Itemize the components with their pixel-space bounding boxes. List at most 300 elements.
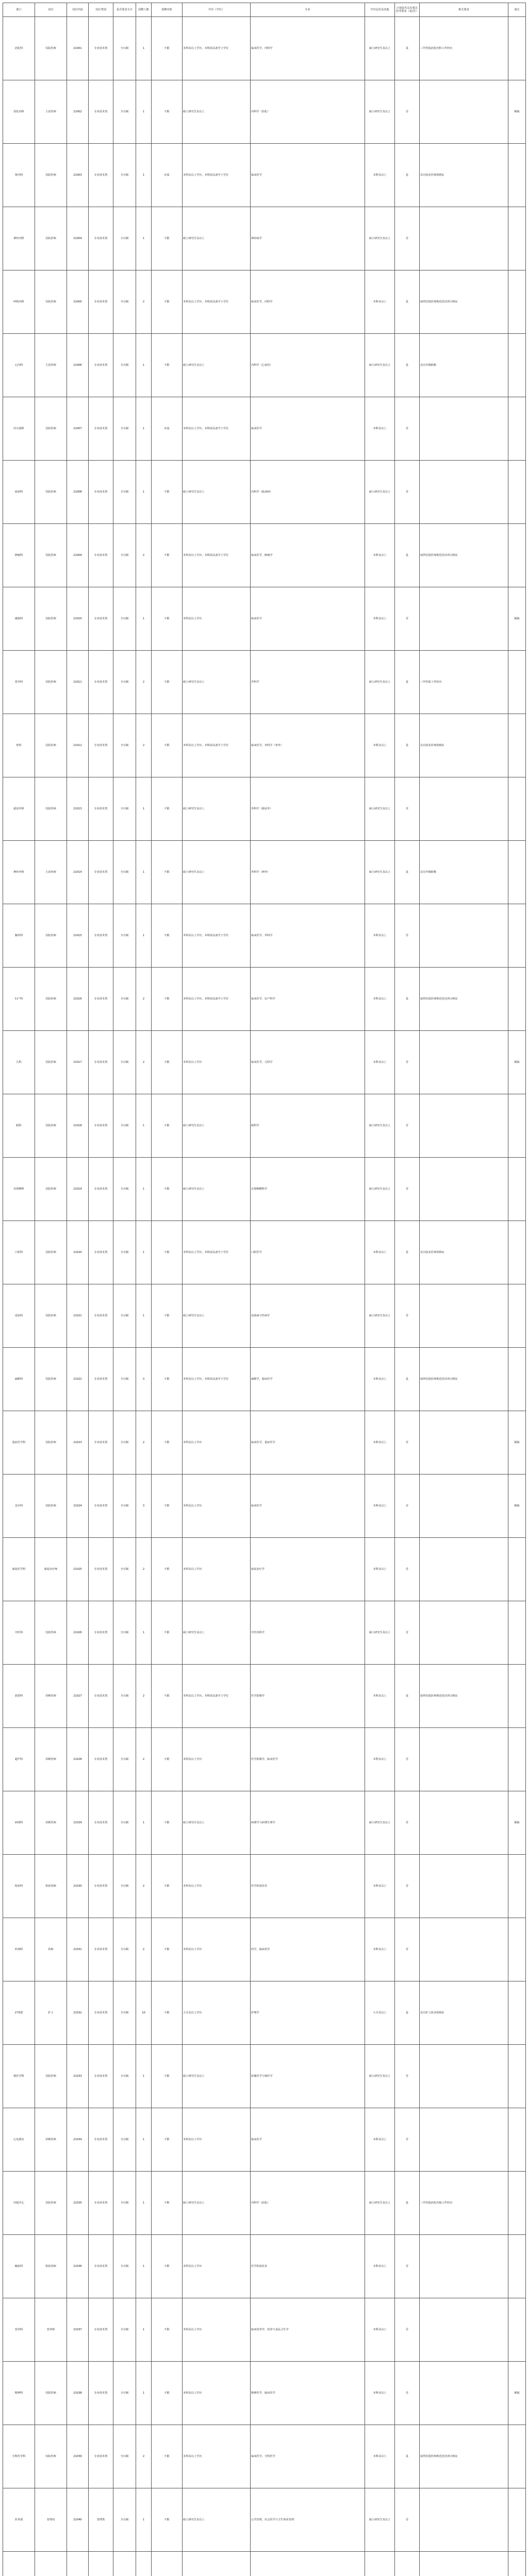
table-cell: 专业技术类 <box>89 1665 113 1728</box>
table-cell: 全日制 <box>113 2362 136 2425</box>
table-cell: 本科及以上学历 <box>183 2298 251 2362</box>
table-cell: 21007 <box>67 397 89 461</box>
table-cell: 本科及以上学历 <box>183 1918 251 1981</box>
table-cell: 2 <box>136 1665 152 1728</box>
table-cell: 10 <box>136 1981 152 2045</box>
table-cell: 21001 <box>67 17 89 80</box>
table-cell: 眼科学 <box>251 1094 365 1158</box>
table-cell: 护士 <box>35 1981 67 2045</box>
table-cell: 不限 <box>152 524 183 587</box>
table-cell: 1 <box>136 904 152 968</box>
table-cell: 本科及以上学历，本科需具备学士学位 <box>183 524 251 587</box>
table-cell: 不限 <box>152 1284 183 1348</box>
table-row <box>3 1031 526 1094</box>
table-cell: 具有执业医师资格证 <box>420 144 508 207</box>
table-cell: 硕士研究生及以上 <box>183 777 251 841</box>
table-cell: 紧缺 <box>508 80 526 144</box>
table-cell: 临床医学，内科学 <box>251 17 365 80</box>
table-cell: 专业技术类 <box>89 1031 113 1094</box>
table-cell: 本科及以上学历，本科需具备学士学位 <box>183 714 251 777</box>
table-cell: 1 <box>136 841 152 904</box>
table-cell: 硕士研究生及以上 <box>365 841 395 904</box>
table-cell: 本科及以上 <box>365 714 395 777</box>
table-cell <box>3 2552 35 2576</box>
table-cell: 三甲医院消化内科工作经历 <box>420 17 508 80</box>
table-cell: 全日制 <box>113 651 136 714</box>
table-cell: 专业技术类 <box>89 904 113 968</box>
column-header: 学历（学位） <box>183 3 251 17</box>
table-cell: 2 <box>136 1411 152 1475</box>
table-cell: 检验科 <box>3 1855 35 1918</box>
table-cell: 全日制 <box>113 334 136 397</box>
table-cell: 全科医学科 <box>3 2425 35 2488</box>
table-cell: 不限 <box>152 2425 183 2488</box>
table-cell: 诊断医师 <box>35 2108 67 2172</box>
table-cell <box>508 2108 526 2172</box>
table-row <box>3 2235 526 2298</box>
table-cell: 心内科 <box>3 334 35 397</box>
table-cell <box>508 1855 526 1918</box>
table-cell: 不限 <box>152 1981 183 2045</box>
table-cell: 专业技术类 <box>89 777 113 841</box>
column-header: 学历层次及其他 <box>365 3 395 17</box>
table-cell: 硕士研究生及以上 <box>365 1601 395 1665</box>
table-cell: 全日制 <box>113 1284 136 1348</box>
table-cell: 住院医师 <box>35 1601 67 1665</box>
table-cell: 本科及以上学历 <box>183 587 251 651</box>
table-row <box>3 1538 526 1601</box>
table-cell: 否 <box>395 1158 420 1221</box>
table-cell: 硕士研究生及以上 <box>365 777 395 841</box>
table-cell: 本科及以上 <box>365 968 395 1031</box>
table-cell: 不限 <box>152 2045 183 2108</box>
table-cell: 全日制 <box>113 2172 136 2235</box>
table-cell <box>508 334 526 397</box>
table-cell: 全日制 <box>113 144 136 207</box>
table-cell: 硕士研究生及以上 <box>183 80 251 144</box>
column-header: 招聘对象 <box>152 3 183 17</box>
table-cell: 硕士研究生及以上 <box>183 1284 251 1348</box>
table-row <box>3 461 526 524</box>
table-cell: 全日制 <box>113 904 136 968</box>
table-cell: 专业技术类 <box>89 1411 113 1475</box>
table-cell: 全日制 <box>113 2235 136 2298</box>
table-cell: 住院医师 <box>35 461 67 524</box>
table-cell: 全日制 <box>113 2108 136 2172</box>
table-cell <box>508 1728 526 1791</box>
table-cell: 口腔科 <box>3 1221 35 1284</box>
table-cell: 21020 <box>67 1221 89 1284</box>
table-cell: 21023 <box>67 1411 89 1475</box>
table-cell: 1 <box>136 2362 152 2425</box>
table-cell <box>420 1411 508 1475</box>
table-row <box>3 1158 526 1221</box>
table-cell: 本科及以上学历，本科需具备学士学位 <box>183 1665 251 1728</box>
table-row <box>3 1348 526 1411</box>
table-cell: 血液科 <box>3 461 35 524</box>
table-cell: 全日制 <box>113 1918 136 1981</box>
table-cell: 临床医学，妇产科学 <box>251 968 365 1031</box>
table-cell <box>420 461 508 524</box>
table-cell: 本科及以上 <box>365 524 395 587</box>
table-cell <box>420 587 508 651</box>
table-cell: 核医学科 <box>3 2045 35 2108</box>
table-cell: 具有执业医师资格证 <box>420 714 508 777</box>
column-header: 岗位类别 <box>89 3 113 17</box>
table-cell: 21004 <box>67 207 89 270</box>
table-cell: 本科及以上学历 <box>183 1855 251 1918</box>
table-cell <box>420 80 508 144</box>
table-cell: 专业技术类 <box>89 1094 113 1158</box>
table-cell: 硕士研究生及以上 <box>365 1094 395 1158</box>
table-cell: 21028 <box>67 1728 89 1791</box>
table-cell: 取得住院医师规范化培训合格证 <box>420 2425 508 2488</box>
table-cell: 21016 <box>67 968 89 1031</box>
table-cell <box>420 1538 508 1601</box>
table-cell: 否 <box>395 2298 420 2362</box>
table-cell: 不限 <box>152 1158 183 1221</box>
table-cell: 否 <box>395 2108 420 2172</box>
table-cell: 硕士研究生及以上 <box>365 2488 395 2552</box>
table-cell: 不限 <box>152 2235 183 2298</box>
table-cell: 硕士研究生及以上 <box>183 2172 251 2235</box>
table-cell: 3 <box>136 1348 152 1411</box>
table-cell: 检验技师 <box>35 1855 67 1918</box>
table-cell: 具有中级职称 <box>420 841 508 904</box>
table-cell: 是 <box>395 334 420 397</box>
table-cell: 内科学（心血管） <box>251 334 365 397</box>
table-cell: 住院医师 <box>35 968 67 1031</box>
table-cell: 全日制 <box>113 1475 136 1538</box>
table-cell: 硕士研究生及以上 <box>183 2488 251 2552</box>
table-row <box>3 270 526 334</box>
table-row <box>3 2108 526 2172</box>
table-cell: 否 <box>395 587 420 651</box>
table-cell: 否 <box>395 2362 420 2425</box>
table-cell: 住院医师 <box>35 397 67 461</box>
table-cell: 具有执业医师资格证 <box>420 1221 508 1284</box>
table-cell: 全日制 <box>113 1791 136 1855</box>
table-cell: 是 <box>395 1981 420 2045</box>
table-cell: 不限 <box>152 461 183 524</box>
table-cell: 本科及以上学历，本科需具备学士学位 <box>183 968 251 1031</box>
table-cell: 消化科 <box>3 17 35 80</box>
table-cell <box>508 714 526 777</box>
table-cell: 本科及以上学历 <box>183 2362 251 2425</box>
table-cell: 不限 <box>152 1094 183 1158</box>
table-cell: 1 <box>136 2488 152 2552</box>
table-cell: 否 <box>395 1791 420 1855</box>
table-cell: 不限 <box>152 1791 183 1855</box>
table-cell: 主治医师 <box>35 334 67 397</box>
table-cell: 是 <box>395 1665 420 1728</box>
table-cell <box>420 397 508 461</box>
table-cell: 否 <box>395 2488 420 2552</box>
table-cell: 1 <box>136 1094 152 1158</box>
table-cell: 硕士研究生及以上 <box>365 1284 395 1348</box>
table-cell: 临床营养学，营养与食品卫生学 <box>251 2298 365 2362</box>
table-cell <box>508 651 526 714</box>
table-cell: 全日制 <box>113 1665 136 1728</box>
table-cell: 专业技术类 <box>89 2108 113 2172</box>
table-cell: 1 <box>136 334 152 397</box>
table-cell: 是 <box>395 524 420 587</box>
table-cell: 急诊科 <box>3 1475 35 1538</box>
table-cell <box>113 2552 136 2576</box>
column-header: 专业 <box>251 3 365 17</box>
table-cell: 营养师 <box>35 2298 67 2362</box>
table-cell: 2 <box>136 714 152 777</box>
table-cell: 临床医学，儿科学 <box>251 1031 365 1094</box>
table-cell: 专业技术类 <box>89 2235 113 2298</box>
table-cell <box>508 1348 526 1411</box>
table-cell: 应届 <box>152 144 183 207</box>
column-header: 计划是否具有相关招考要求（是/否） <box>395 3 420 17</box>
table-cell: 1 <box>136 587 152 651</box>
table-cell: 不限 <box>152 2488 183 2552</box>
table-cell: 本科及以上 <box>365 2298 395 2362</box>
table-cell: 公共管理，社会医学与卫生事业管理 <box>251 2488 365 2552</box>
table-cell: 1 <box>136 461 152 524</box>
column-header: 备注 <box>508 3 526 17</box>
table-cell: 神经病学 <box>251 207 365 270</box>
table-cell: 是 <box>395 2172 420 2235</box>
table-cell: 口腔医学 <box>251 1221 365 1284</box>
table-cell: 是 <box>395 841 420 904</box>
table-cell <box>67 2552 89 2576</box>
table-cell: 内科学（血液病） <box>251 461 365 524</box>
table-cell: 神经外科 <box>3 841 35 904</box>
table-cell: 21015 <box>67 904 89 968</box>
table-cell: 本科及以上 <box>365 1728 395 1791</box>
table-row <box>3 1094 526 1158</box>
table-cell: 本科及以上 <box>365 1665 395 1728</box>
table-cell: 21014 <box>67 841 89 904</box>
table-cell: 21036 <box>67 2235 89 2298</box>
table-row <box>3 1981 526 2045</box>
table-cell: 专业技术类 <box>89 461 113 524</box>
table-cell: 住院医师 <box>35 2045 67 2108</box>
table-body <box>3 17 526 2576</box>
table-cell: 诊断医师 <box>35 1728 67 1791</box>
table-cell <box>420 1791 508 1855</box>
table-cell: 全日制 <box>113 1221 136 1284</box>
table-cell: 1 <box>136 1221 152 1284</box>
table-cell: 本科及以上 <box>365 1221 395 1284</box>
table-cell <box>420 2108 508 2172</box>
table-cell: 中医科 <box>3 1601 35 1665</box>
table-cell: 临床医学 <box>251 2108 365 2172</box>
table-cell: 不限 <box>152 1475 183 1538</box>
table-cell: 检验技师 <box>35 2235 67 2298</box>
table-cell: 普外科 <box>3 651 35 714</box>
table-cell: 消化内科 <box>3 80 35 144</box>
table-cell: 本科及以上学历，本科需具备学士学位 <box>183 904 251 968</box>
table-cell: 专业技术类 <box>89 1791 113 1855</box>
table-cell: 康复治疗师 <box>35 1538 67 1601</box>
table-cell: 专业技术类 <box>89 714 113 777</box>
table-cell: 诊断医师 <box>35 1665 67 1728</box>
table-cell: 超声科 <box>3 1728 35 1791</box>
table-cell: 重症医学科 <box>3 1411 35 1475</box>
table-cell: 不限 <box>152 2172 183 2235</box>
table-cell: 临床医学，重症医学 <box>251 1411 365 1475</box>
table-cell: 专业技术类 <box>89 524 113 587</box>
table-cell: 21040 <box>67 2488 89 2552</box>
table-cell: 专业技术类 <box>89 1855 113 1918</box>
table-cell <box>420 2298 508 2362</box>
table-cell: 住院医师 <box>35 2362 67 2425</box>
table-cell: 全日制 <box>113 1981 136 2045</box>
table-cell <box>508 461 526 524</box>
table-cell: 全日制 <box>113 270 136 334</box>
table-cell <box>508 1538 526 1601</box>
table-cell: 临床医学，外科学 <box>251 904 365 968</box>
table-cell: 本科及以上 <box>365 270 395 334</box>
table-cell: 专业技术类 <box>89 1158 113 1221</box>
table-cell: 住院医师 <box>35 524 67 587</box>
table-cell: 本科及以上 <box>365 144 395 207</box>
table-cell: 全日制 <box>113 1094 136 1158</box>
table-cell: 住院医师 <box>35 270 67 334</box>
column-header: 相关要求 <box>420 3 508 17</box>
table-cell: 本科及以上 <box>365 1031 395 1094</box>
table-cell <box>508 1601 526 1665</box>
table-cell <box>420 2362 508 2425</box>
table-cell <box>251 2552 365 2576</box>
table-cell: 大专及以上 <box>365 1981 395 2045</box>
table-cell: 药剂科 <box>3 1918 35 1981</box>
table-cell: 本科及以上学历，本科需具备学士学位 <box>183 397 251 461</box>
table-cell: 不限 <box>152 904 183 968</box>
table-cell: 护理部 <box>3 1981 35 2045</box>
table-cell: 否 <box>395 1601 420 1665</box>
table-cell: 1 <box>136 2235 152 2298</box>
table-row <box>3 1221 526 1284</box>
table-cell: 三甲医院消化内镜工作经历 <box>420 2172 508 2235</box>
table-cell <box>420 2552 508 2576</box>
table-cell <box>508 270 526 334</box>
table-cell: 21024 <box>67 1475 89 1538</box>
table-cell <box>136 2552 152 2576</box>
table-cell: 临床医学，外科学（骨外） <box>251 714 365 777</box>
table-cell: 21022 <box>67 1348 89 1411</box>
table-cell: 是 <box>395 270 420 334</box>
table-row <box>3 1411 526 1475</box>
table-cell: 本科及以上学历 <box>183 1728 251 1791</box>
table-cell: 全日制 <box>113 1158 136 1221</box>
table-cell: 取得住院医师规范化培训合格证 <box>420 270 508 334</box>
table-cell: 住院医师 <box>35 2172 67 2235</box>
table-cell: 21026 <box>67 1601 89 1665</box>
table-row <box>3 841 526 904</box>
table-cell: 全日制 <box>113 714 136 777</box>
table-cell <box>420 777 508 841</box>
table-cell: 胸外科 <box>3 904 35 968</box>
table-cell: 不限 <box>152 1855 183 1918</box>
table-cell: 临床医学，全科医学 <box>251 2425 365 2488</box>
table-cell: 应届 <box>152 397 183 461</box>
table-cell <box>420 1158 508 1221</box>
table-cell: 住院医师 <box>35 1158 67 1221</box>
table-cell: 本科及以上 <box>365 1411 395 1475</box>
table-row <box>3 1728 526 1791</box>
table-cell: 21034 <box>67 2108 89 2172</box>
table-cell: 神经内科 <box>3 207 35 270</box>
table-cell: 主治医师 <box>35 841 67 904</box>
table-cell: 否 <box>395 461 420 524</box>
table-cell: 本科及以上学历，本科需具备学士学位 <box>183 144 251 207</box>
table-cell: 是 <box>395 1221 420 1284</box>
table-cell: 麻醉学，临床医学 <box>251 1348 365 1411</box>
table-row <box>3 1601 526 1665</box>
table-cell: 药师 <box>35 1918 67 1981</box>
table-cell: 21018 <box>67 1094 89 1158</box>
table-cell <box>420 1855 508 1918</box>
table-cell <box>508 777 526 841</box>
table-cell: 专业技术类 <box>89 2172 113 2235</box>
table-cell: 内科学（消化） <box>251 2172 365 2235</box>
table-cell: 皮肤病与性病学 <box>251 1284 365 1348</box>
table-cell: 全日制 <box>113 1728 136 1791</box>
recruitment-table <box>3 3 526 2576</box>
table-cell: 21003 <box>67 144 89 207</box>
table-cell: 21005 <box>67 270 89 334</box>
table-cell: 住院医师 <box>35 1411 67 1475</box>
table-cell: 否 <box>395 1284 420 1348</box>
table-cell: 专业技术类 <box>89 207 113 270</box>
table-cell: 1 <box>136 1284 152 1348</box>
table-cell: 否 <box>395 1411 420 1475</box>
table-cell: 不限 <box>152 1665 183 1728</box>
table-cell: 否 <box>395 1031 420 1094</box>
table-cell: 否 <box>395 1728 420 1791</box>
table-cell: 21025 <box>67 1538 89 1601</box>
table-cell: 专业技术类 <box>89 1728 113 1791</box>
table-cell <box>508 1665 526 1728</box>
table-cell: 紧缺 <box>508 2362 526 2425</box>
table-cell: 硕士研究生及以上 <box>365 207 395 270</box>
table-cell: 住院医师 <box>35 651 67 714</box>
table-cell: 硕士研究生及以上 <box>365 80 395 144</box>
table-cell: 不限 <box>152 1601 183 1665</box>
table-cell: 2 <box>136 1855 152 1918</box>
table-cell: 住院医师 <box>35 1031 67 1094</box>
table-cell: 临床医学 <box>251 587 365 651</box>
table-cell: 是 <box>395 651 420 714</box>
table-cell: 不限 <box>152 334 183 397</box>
table-cell: 否 <box>395 1475 420 1538</box>
column-header: 是否要求全日 <box>113 3 136 17</box>
table-cell: 感染科 <box>3 587 35 651</box>
table-cell: 全日制 <box>113 2425 136 2488</box>
table-row <box>3 2488 526 2552</box>
table-row <box>3 144 526 207</box>
table-cell: 营养科 <box>3 2298 35 2362</box>
table-cell: 21008 <box>67 461 89 524</box>
table-cell <box>508 968 526 1031</box>
table-cell: 病理科 <box>3 1791 35 1855</box>
table-cell: 专业技术类 <box>89 587 113 651</box>
table-cell: 临床医学 <box>251 397 365 461</box>
table-cell: 本科及以上学历，本科需具备学士学位 <box>183 1221 251 1284</box>
table-cell: 专业技术类 <box>89 841 113 904</box>
table-cell: 1 <box>136 2298 152 2362</box>
column-header: 招聘人数 <box>136 3 152 17</box>
table-cell: 本科及以上学历 <box>183 2235 251 2298</box>
table-row <box>3 17 526 80</box>
table-cell <box>420 1918 508 1981</box>
